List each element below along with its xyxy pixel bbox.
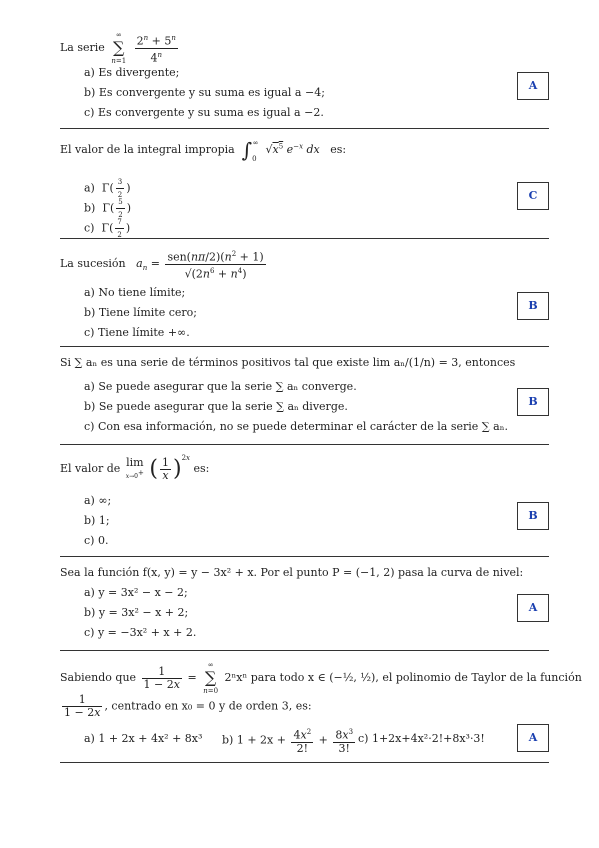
sum-symbol: ∞ ∑ n=1	[111, 31, 127, 65]
question-6	[60, 562, 549, 648]
option-a[interactable]: a) No tiene límite;	[84, 286, 186, 299]
limit-symbol: lim x→0+	[125, 455, 144, 480]
option-c[interactable]: c) Es convergente y su suma es igual a −2.	[84, 106, 324, 119]
stem-suffix: 2ⁿxⁿ para todo x ∈ (−½, ½), el polinomio de Taylor de la función	[224, 671, 582, 684]
divider	[60, 556, 549, 557]
stem-text: El valor de la integral impropia	[60, 143, 235, 156]
option-b[interactable]: b) 1;	[84, 514, 110, 527]
option-a[interactable]: a) Γ( $\frac{3}{2}$ )	[84, 178, 131, 199]
stem-text: Sabiendo que	[60, 671, 137, 684]
question-5	[60, 450, 549, 550]
answer-box: B	[517, 388, 549, 416]
sum-symbol: ∞ ∑ n=0	[203, 661, 219, 695]
fraction: $\frac{sen(n\pi/2)(n^2 + 1)}{√(2n^6 + n^4)}$	[167, 250, 264, 281]
option-b[interactable]: b) Tiene límite cero;	[84, 306, 197, 319]
option-a[interactable]: a) y = 3x² − x − 2;	[84, 586, 188, 599]
option-c[interactable]: c) Γ( $\frac{7}{2}$ )	[84, 218, 131, 239]
question-stem-line-2: $\frac{1}{1 - 2x}$ , centrado en x₀ = 0 y de orden 3, es:	[64, 693, 312, 719]
option-b[interactable]: b) Es convergente y su suma es igual a −4;	[84, 86, 325, 99]
option-b[interactable]: b) 1 + 2x + $\frac{4x^2}{2!}$ + $\frac{8x^3}{3!}$	[222, 728, 354, 755]
fraction: $\frac{2^n + 5^n}{4^n}$	[136, 33, 176, 65]
option-text: b) 1 + 2x +	[222, 733, 286, 747]
question-1	[60, 24, 549, 124]
question-stem: La sucesión $a_n$ = $\frac{sen(n\pi/2)(n^2 + 1)}{√(2n^6 + n^4)}$	[60, 250, 264, 281]
answer-box: A	[517, 72, 549, 100]
option-a[interactable]: a) Es divergente;	[84, 66, 180, 79]
answer-box: A	[517, 594, 549, 622]
divider	[60, 762, 549, 763]
answer-box: B	[517, 502, 549, 530]
question-4	[60, 352, 549, 442]
question-stem-line-1: Sabiendo que $\frac{1}{1 - 2x}$ = ∞ ∑ n=0 2ⁿxⁿ para todo x ∈ (−½, ½), el polinomio de Taylor de la función	[60, 661, 582, 695]
option-a[interactable]: a) Se puede asegurar que la serie ∑ aₙ converge.	[84, 380, 357, 393]
option-a[interactable]: a) 1 + 2x + 4x² + 8x³	[84, 732, 203, 745]
answer-box: C	[517, 182, 549, 210]
stem-suffix: es:	[193, 462, 210, 475]
divider	[60, 650, 549, 651]
option-c[interactable]: c) 1+2x+4x²·2!+8x³·3!	[358, 732, 485, 745]
question-7	[60, 656, 582, 760]
question-stem: Si ∑ aₙ es una serie de términos positivos tal que existe lim aₙ/(1/n) = 3, entonces	[60, 356, 516, 369]
option-c[interactable]: c) y = −3x² + x + 2.	[84, 626, 197, 639]
option-c[interactable]: c) Tiene límite +∞.	[84, 326, 190, 339]
option-b[interactable]: b) y = 3x² − x + 2;	[84, 606, 189, 619]
divider	[60, 128, 549, 129]
option-c[interactable]: c) 0.	[84, 534, 109, 547]
stem-text: , centrado en x₀ = 0 y de orden 3, es:	[104, 699, 312, 713]
question-stem: El valor de la integral impropia $\int_0^\infty$ $√x^5$ $e^{-x}$ dx es:	[60, 138, 347, 163]
question-stem: El valor de lim x→0+ ( $\frac{1}{x}$ )$^{2x}$ es:	[60, 454, 210, 482]
answer-box: A	[517, 724, 549, 752]
answer-box: B	[517, 292, 549, 320]
stem-suffix: es:	[330, 143, 347, 156]
option-a[interactable]: a) ∞;	[84, 494, 112, 507]
integral-symbol: ∫	[241, 138, 253, 162]
divider	[60, 238, 549, 239]
option-c[interactable]: c) Con esa información, no se puede determinar el carácter de la serie ∑ aₙ.	[84, 420, 508, 433]
question-3	[60, 244, 549, 344]
divider	[60, 444, 549, 445]
question-stem: Sea la función f(x, y) = y − 3x² + x. Por el punto P = (−1, 2) pasa la curva de nivel:	[60, 566, 524, 579]
stem-text: El valor de	[60, 462, 121, 475]
divider	[60, 346, 549, 347]
question-stem	[60, 30, 180, 66]
stem-text: La serie	[60, 41, 105, 54]
stem-text: La sucesión	[60, 257, 126, 271]
option-b[interactable]: b) Γ( $\frac{5}{2}$ )	[84, 198, 132, 219]
option-b[interactable]: b) Se puede asegurar que la serie ∑ aₙ diverge.	[84, 400, 348, 413]
question-2	[60, 134, 549, 239]
